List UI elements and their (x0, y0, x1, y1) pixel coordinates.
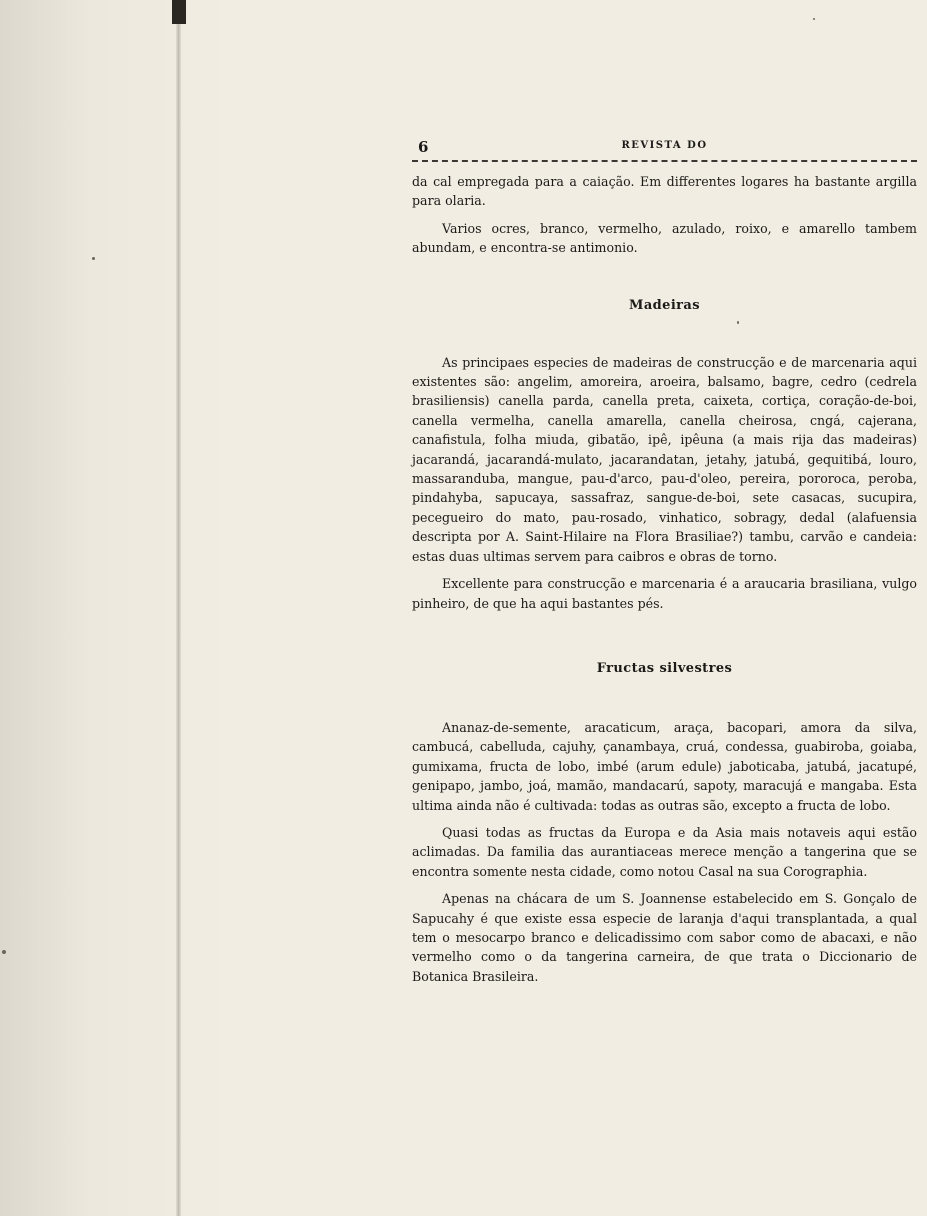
book-page (412, 138, 917, 994)
scan-fleck (813, 18, 815, 20)
running-title: REVISTA DO (621, 140, 708, 151)
intro-paragraph-2: Varios ocres, branco, vermelho, azulado, roixo, e amarello tambem abundam, e encontra-se antimonio. (412, 220, 917, 256)
scan-binding-mark (172, 0, 186, 24)
fructas-paragraph-2: Quasi todas as fructas da Europa e da Asia mais notaveis aqui estão aclimadas. Da familia das aurantiaceas merece menção a tangerina que se encontra somente nesta cidade, como notou Casal na sua Corographia. (412, 824, 917, 879)
madeiras-paragraph-2: Excellente para construcção e marcenaria é a araucaria brasiliana, vulgo pinheiro, de que ha aqui bastantes pés. (412, 576, 917, 611)
running-header (412, 138, 917, 162)
page-number: 6 (418, 138, 429, 156)
madeiras-paragraph-1: As principaes especies de madeiras de construcção e de marcenaria aqui existentes são: angelim, amoreira, aroeira, balsamo, bagre, cedro (cedrela brasiliensis) canella parda, canella preta, caixeta, cortiça, coração-de-boi, canella vermelha, canella amarella, canella cheirosa, cngá, cajerana, canafistula, folha miuda, gibatão, ipê, ipêuna (a mais rija das madeiras) jacarandá, jacarandá-mulato, jacarandatan, jetahy, jatubá, gequitibá, louro, massaranduba, mangue, pau-d'arco, pau-d'oleo, pereira, pororoca, peroba, pindahyba, sapucaya, sassafraz, sangue-de-boi, sete casacas, sucupira, pecegueiro do mato, pau-rosado, vinhatico, sobragy, dedal (alafuensia descripta por A. Saint-Hilaire na Flora Brasiliae?) tambu, carvão e candeia: estas duas ultimas servem para caibros e obras de torno. (412, 354, 917, 564)
scan-fleck (2, 950, 6, 954)
section-heading-madeiras: Madeiras (629, 297, 700, 313)
section-heading-fructas-silvestres: Fructas silvestres (596, 660, 733, 676)
fructas-paragraph-1: Ananaz-de-semente, aracaticum, araça, bacopari, amora da silva, cambucá, cabelluda, cajuhy, çanambaya, cruá, condessa, guabiroba, goiaba, gumixama, fructa de lobo, imbé (arum edule) jaboticaba, jatubá, jacatupé, genipapo, jambo, joá, mamão, mandacarú, sapoty, maracujá e mangaba. Esta ultima ainda não é cultivada: todas as outras são, excepto a fructa de lobo. (412, 719, 917, 813)
scan-binding-shadow (0, 0, 230, 1216)
fructas-paragraph-3: Apenas na chácara de um S. Joannense estabelecido em S. Gonçalo de Sapucahy é que existe essa especie de laranja d'aqui transplantada, a qual tem o mesocarpo branco e delicadissimo com sabor como de abacaxi, e não vermelho como o da tangerina carneira, de que trata o Diccionario de Botanica Brasileira. (412, 891, 917, 984)
scan-binding-line (176, 0, 181, 1216)
intro-paragraph-1: da cal empregada para a caiação. Em differentes logares ha bastante argilla para olaria. (412, 174, 917, 209)
scan-fleck (92, 257, 95, 260)
